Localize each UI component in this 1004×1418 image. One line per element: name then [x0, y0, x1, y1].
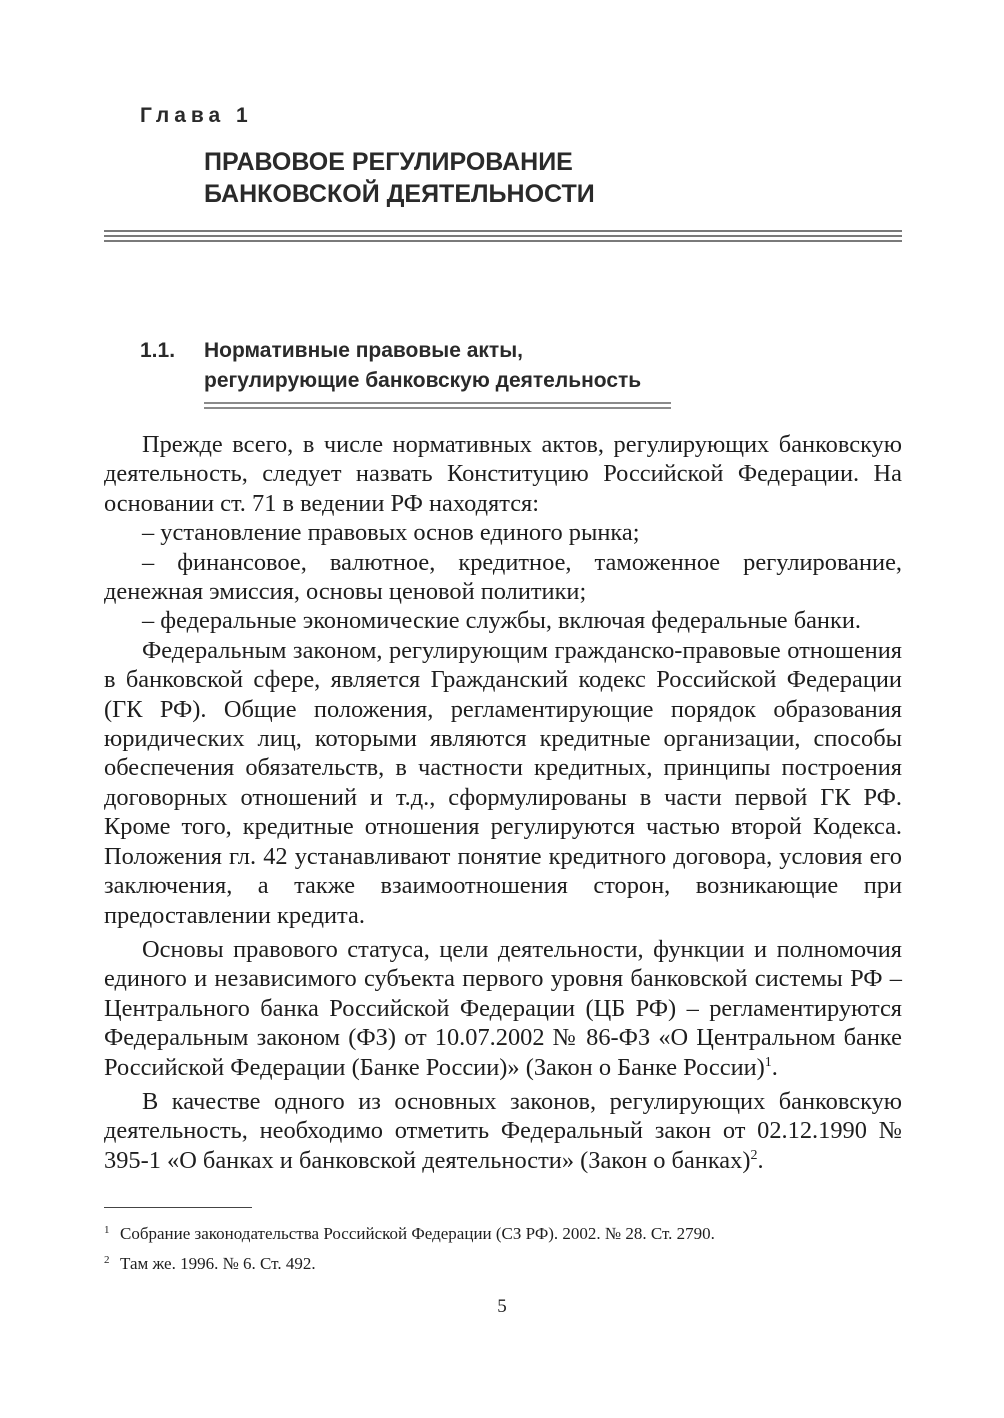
paragraph-text: Основы правового статуса, цели деятельности, функции и полномочия единого и независимого субъекта первого уровня банковской системы РФ – Центрального банка Российской Федерации (ЦБ РФ) – регламентируются Федеральным законом (ФЗ) от 10.07.2002 № 86-ФЗ «О Центральном банке Российской Федерации (Банке России)» (Закон о Банке России)	[104, 935, 902, 1081]
section-title-line: регулирующие банковскую деятельность	[204, 369, 642, 392]
chapter-title	[204, 146, 904, 210]
list-item: – федеральные экономические службы, включая федеральные банки.	[142, 607, 861, 635]
section-title	[204, 336, 904, 396]
footnote-2	[104, 1253, 902, 1275]
footnote-mark: 2	[104, 1254, 110, 1266]
list-item: – финансовое, валютное, кредитное, таможенное регулирование, денежная эмиссия, основы ценовой политики;	[104, 548, 902, 606]
chapter-rule-middle	[104, 235, 902, 237]
paragraph-text: В качестве одного из основных законов, регулирующих банковскую деятельность, необходимо отметить Федеральный закон от 02.12.1990 № 395-1 «О банках и банковской деятельности» (Закон о банках)	[104, 1087, 902, 1174]
paragraph	[104, 1087, 902, 1175]
page-number: 5	[497, 1296, 507, 1317]
footnote-text: Собрание законодательства Российской Федерации (СЗ РФ). 2002. № 28. Ст. 2790.	[120, 1224, 715, 1243]
section-title-line: Нормативные правовые акты,	[204, 339, 523, 362]
chapter-label: Глава 1	[140, 104, 253, 127]
footnote-ref-1[interactable]: 1	[764, 1054, 772, 1070]
section-number: 1.1.	[140, 339, 176, 362]
paragraph: Федеральным законом, регулирующим гражданско-правовые отношения в банковской сфере, является Гражданский кодекс Российской Федерации (ГК РФ). Общие положения, регламентирующие порядок образования юридических лиц, которыми являются кредитные организации, способы обеспечения обязательств, в частности кредитных, принципы построения договорных отношений и т.д., сформулированы в части первой ГК РФ. Кроме того, кредитные отношения регулируются частью второй Кодекса. Положения гл. 42 устанавливают понятие кредитного договора, условия его заключения, а также взаимоотношения сторон, возникающие при предоставлении кредита.	[104, 636, 902, 929]
footnote-text: Там же. 1996. № 6. Ст. 492.	[120, 1254, 316, 1273]
chapter-rule-top	[104, 230, 902, 232]
paragraph	[104, 935, 902, 1082]
paragraph: Прежде всего, в числе нормативных актов, регулирующих банковскую деятельность, следует назвать Конституцию Российской Федерации. На основании ст. 71 в ведении РФ находятся:	[104, 431, 902, 517]
footnote-1	[104, 1223, 902, 1245]
paragraph-end: .	[757, 1146, 764, 1174]
chapter-title-line: ПРАВОВОЕ РЕГУЛИРОВАНИЕ	[204, 148, 573, 176]
footnote-ref-2[interactable]: 2	[750, 1147, 758, 1163]
main-text	[104, 430, 902, 1175]
footnote-separator	[104, 1207, 252, 1208]
list-item: – установление правовых основ единого рынка;	[142, 519, 640, 547]
footnote-mark: 1	[104, 1224, 110, 1236]
paragraph-end: .	[771, 1053, 778, 1081]
section-rule-bottom	[204, 407, 671, 409]
chapter-rule-bottom	[104, 240, 902, 242]
section-rule-top	[204, 402, 671, 404]
chapter-title-line: БАНКОВСКОЙ ДЕЯТЕЛЬНОСТИ	[204, 180, 595, 208]
